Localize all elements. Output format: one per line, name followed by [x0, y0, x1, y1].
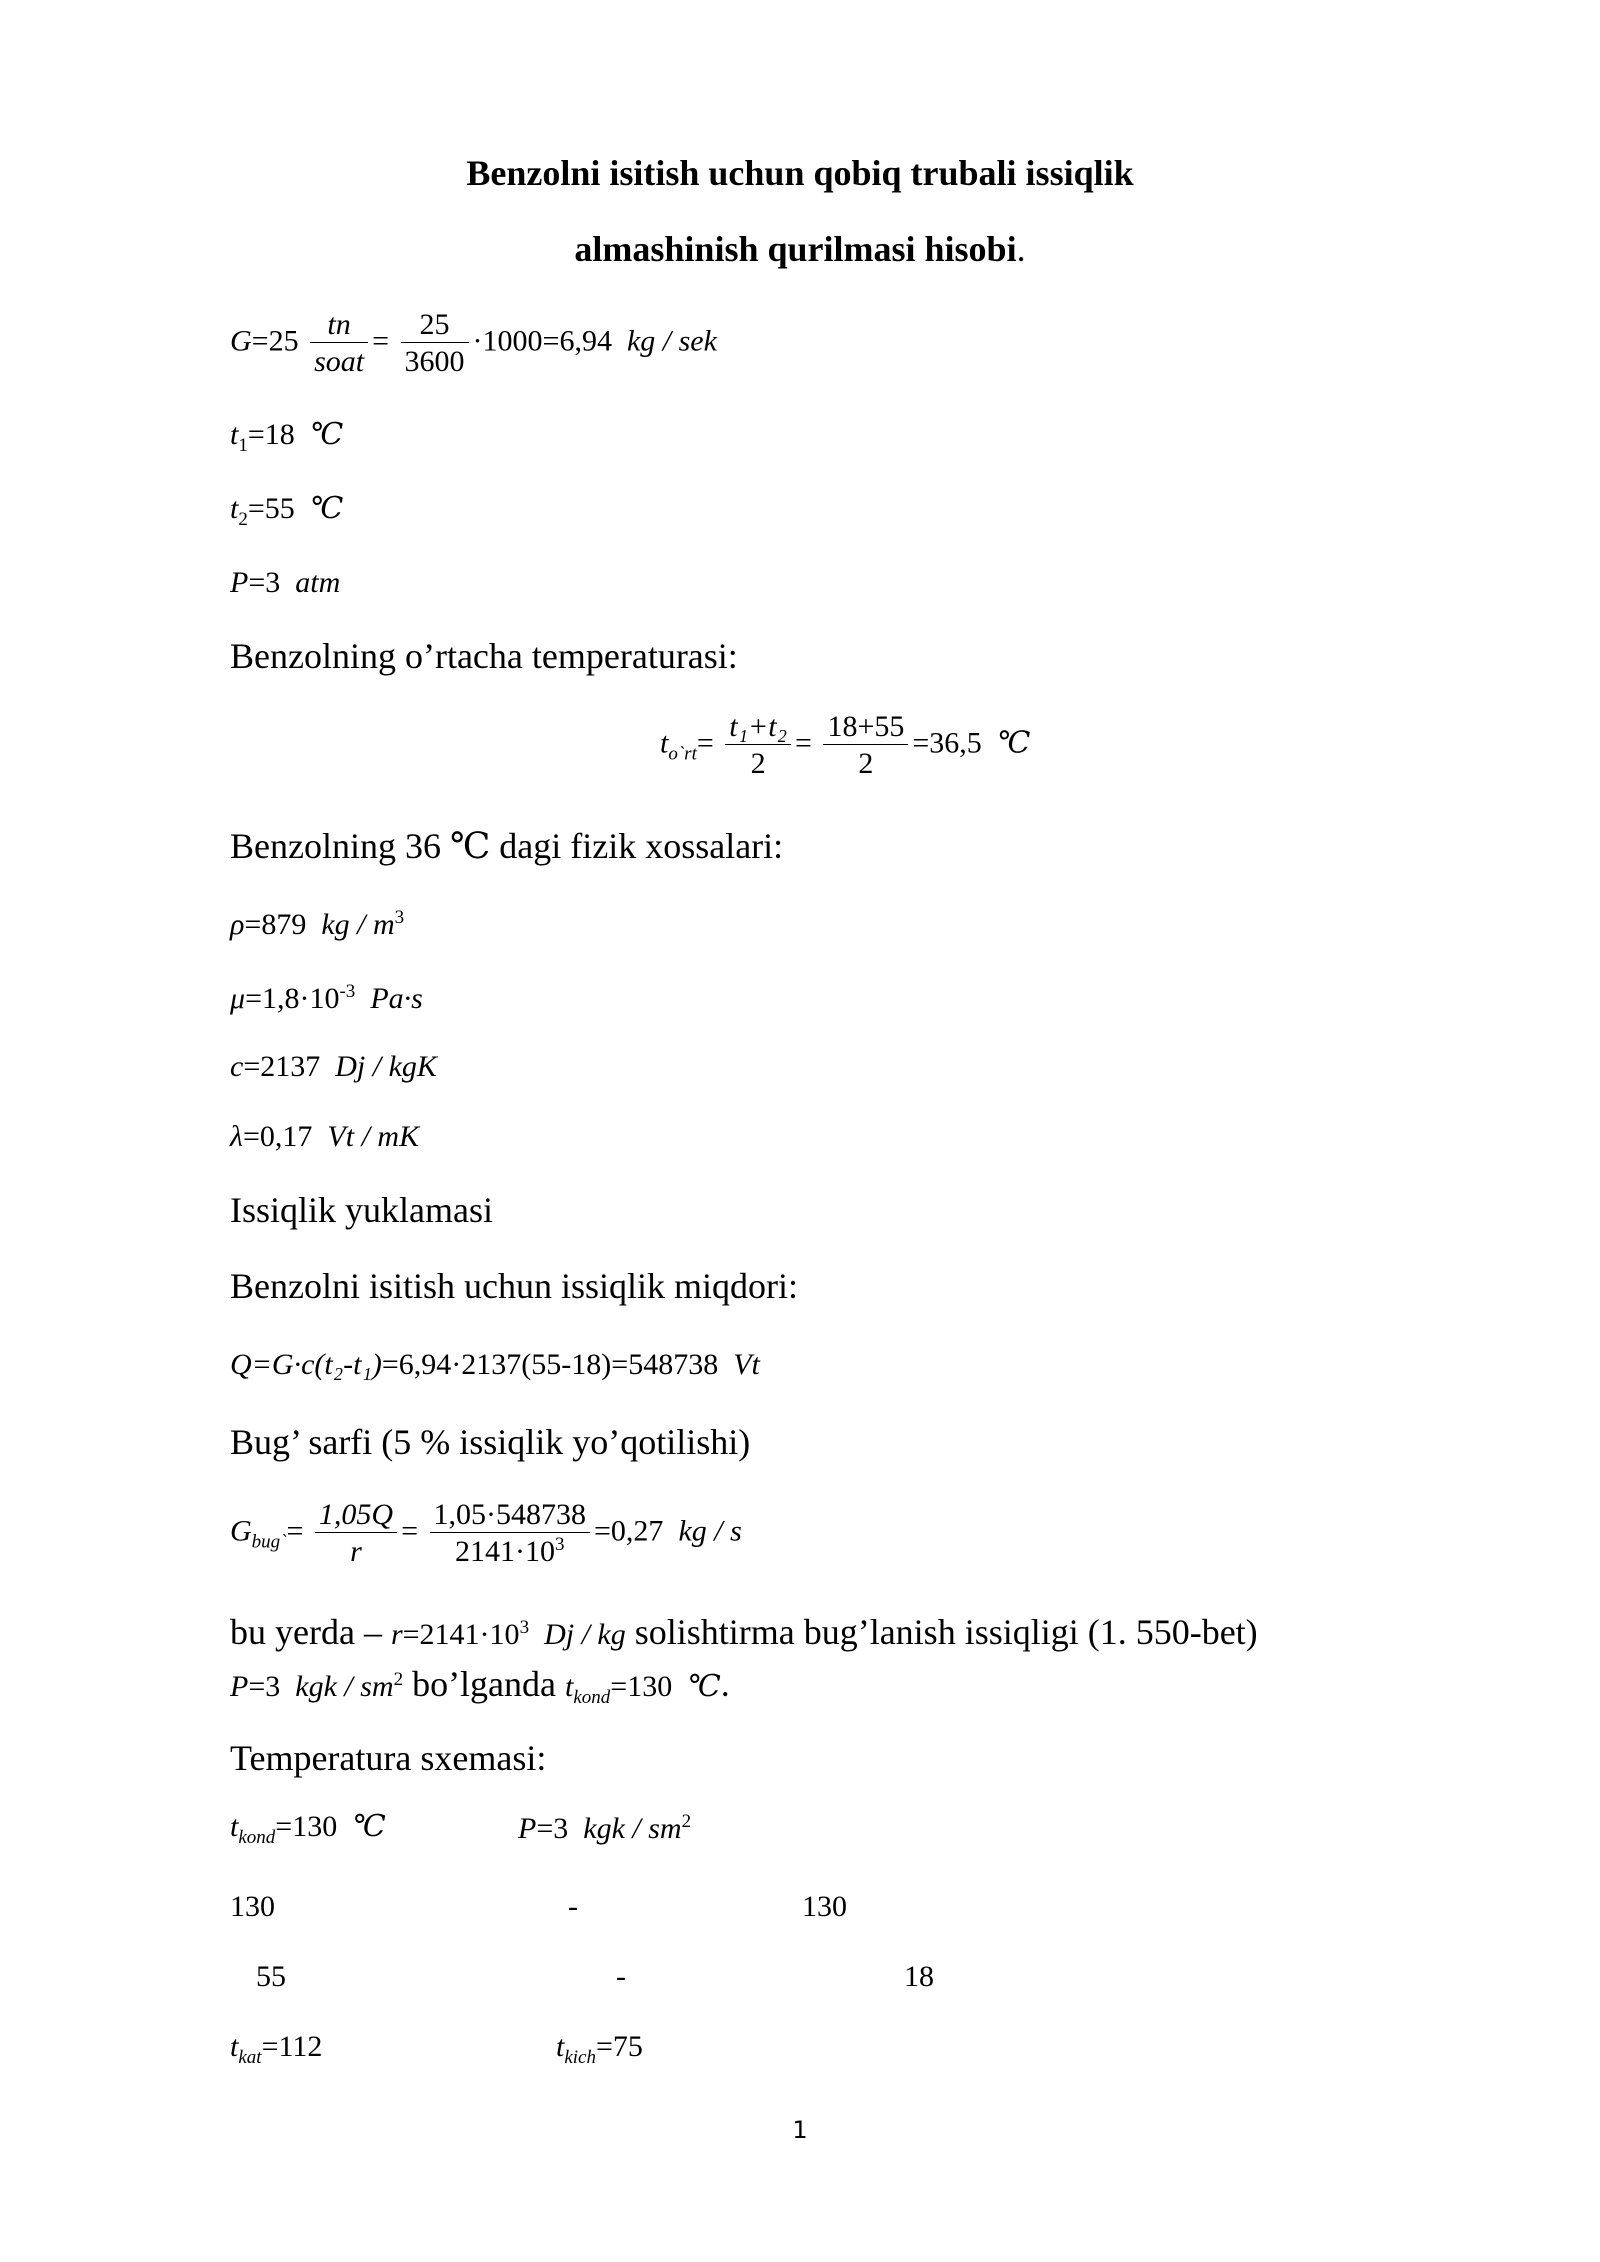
tkond-value: =130: [275, 1810, 338, 1843]
denominator-base: 2141·10: [455, 1535, 556, 1568]
tavg-result: =36,5: [912, 726, 982, 760]
scheme-row1-dash: -: [568, 1890, 578, 1923]
t2-line: [230, 492, 344, 530]
mu-unit: Pa·s: [370, 982, 423, 1015]
p-superscript: 2: [681, 1811, 692, 1832]
latent-heat-note: [230, 1614, 1258, 1650]
note-middle: bo’lganda: [412, 1664, 557, 1704]
title-line-2: [0, 228, 1600, 270]
r-unit: Dj / kg: [544, 1618, 626, 1651]
average-temperature-equation: [660, 712, 1030, 779]
r-value: =2141·10: [402, 1618, 520, 1651]
p-symbol: P: [518, 1812, 537, 1845]
t1-subscript: 1: [238, 435, 248, 456]
fraction-denominator: 3600: [404, 345, 465, 378]
scheme-tkat: [230, 2030, 323, 2068]
p-symbol: P: [230, 1670, 249, 1703]
fraction-denominator: r: [350, 1535, 362, 1568]
fraction-denominator: 2: [750, 747, 766, 780]
tavg-unit: ℃: [996, 726, 1031, 760]
equals: =: [696, 726, 714, 760]
g-unit: kg / sek: [626, 324, 717, 358]
note-end: .: [720, 1664, 730, 1704]
scheme-tkich: [556, 2030, 643, 2068]
mu-value: =1,8·10: [245, 982, 340, 1015]
r-symbol: r: [390, 1618, 403, 1651]
lambda-value: =0,17: [243, 1120, 313, 1153]
mass-flow-equation: [230, 310, 717, 377]
t1-unit: ℃: [309, 418, 344, 451]
gbug-unit: kg / s: [678, 1514, 742, 1548]
lambda-symbol: λ: [230, 1120, 243, 1153]
fraction-25-3600: [401, 310, 469, 377]
steam-consumption-heading: Bug’ sarfi (5 % issiqlik yo’qotilishi): [230, 1422, 751, 1462]
title-period: .: [1016, 229, 1026, 269]
fraction-t1-t2: [725, 712, 791, 779]
denominator-superscript: 3: [555, 1534, 565, 1555]
viscosity-line: [230, 981, 423, 1015]
p-superscript: 2: [393, 1669, 404, 1690]
p-unit: atm: [295, 566, 341, 599]
p-value: =3: [248, 566, 281, 599]
tkich-subscript: kich: [564, 2047, 596, 2068]
t2-value: =55: [247, 492, 295, 525]
equals: =: [372, 324, 390, 358]
equals: =: [286, 1514, 304, 1548]
tkat-subscript: kat: [238, 2047, 262, 2068]
steam-flow-equation: [230, 1500, 742, 1567]
mu-symbol: μ: [230, 982, 246, 1015]
mu-superscript: -3: [339, 981, 356, 1002]
fraction-numerator: 1,05Q: [315, 1500, 397, 1533]
density-line: [230, 907, 405, 941]
c-unit: Dj / kgK: [335, 1050, 437, 1083]
tavg-symbol: t: [660, 726, 669, 760]
r-expression: [391, 1618, 626, 1651]
pressure-line: [230, 568, 340, 598]
p-unit: kgk / sm: [583, 1812, 682, 1845]
tkich-symbol: t: [556, 2030, 565, 2063]
heat-load-heading: Issiqlik yuklamasi: [230, 1190, 493, 1230]
p-unit: kgk / sm: [295, 1670, 394, 1703]
q-parenthesis: (t₂-t₁): [314, 1348, 382, 1381]
fraction-105-548738: [430, 1500, 591, 1567]
tkond-unit: ℃: [687, 1670, 721, 1703]
equals: =: [401, 1514, 419, 1548]
scheme-row2-dash: -: [616, 1960, 626, 1993]
average-temperature-heading: Benzolning o’rtacha temperaturasi:: [230, 636, 738, 676]
rho-superscript: 3: [394, 907, 405, 928]
q-result: =6,94·2137(55-18)=548738: [381, 1348, 719, 1381]
tkond-value: =130: [610, 1670, 673, 1703]
fraction-numerator: 1,05·548738: [430, 1500, 591, 1533]
r-superscript: 3: [519, 1617, 530, 1638]
q-lhs: Q=G·c: [230, 1348, 315, 1381]
fraction-18-55: [823, 712, 908, 779]
tkond-subscript: kond: [238, 1827, 276, 1848]
scheme-pressure: [518, 1811, 692, 1845]
g-value: =25: [251, 324, 299, 358]
tavg-subscript: o`rt: [668, 743, 697, 765]
physical-properties-heading: Benzolning 36 ℃ dagi fizik xossalari:: [230, 826, 784, 866]
q-unit: Vt: [733, 1348, 760, 1381]
rho-symbol: ρ: [230, 908, 245, 941]
t1-value: =18: [247, 418, 295, 451]
note-prefix: bu yerda –: [230, 1612, 382, 1652]
fraction-denominator: 2: [858, 747, 874, 780]
tkond-unit: ℃: [352, 1810, 386, 1843]
title-line-2-text: almashinish qurilmasi hisobi: [574, 229, 1017, 269]
gbug-subscript: bug`: [251, 1531, 287, 1553]
note-suffix: solishtirma bug’lanish issiqligi (1. 550-bet): [634, 1612, 1258, 1652]
t2-unit: ℃: [309, 492, 344, 525]
t1-symbol: t: [230, 418, 239, 451]
scheme-row1-left: 130: [230, 1890, 275, 1923]
scheme-row1-right: 130: [802, 1890, 847, 1923]
c-symbol: c: [230, 1050, 244, 1083]
fraction-denominator: [430, 1533, 591, 1567]
tkond-expression: [565, 1670, 721, 1708]
scheme-row2-left: 55: [256, 1960, 286, 1993]
page-number: 1: [792, 2116, 808, 2144]
tkond-symbol: t: [565, 1670, 574, 1703]
fraction-numerator: 18+55: [823, 712, 908, 745]
temperature-scheme-heading: Temperatura sxemasi:: [230, 1738, 547, 1778]
scheme-row2-right: 18: [904, 1960, 934, 1993]
p-symbol: P: [230, 566, 249, 599]
p-expression: [230, 1670, 403, 1703]
lambda-unit: Vt / mK: [327, 1120, 420, 1153]
p-value: =3: [248, 1670, 281, 1703]
fraction-numerator: tn: [310, 310, 368, 343]
title-line-1: Benzolni isitish uchun qobiq trubali issiqlik: [466, 153, 1134, 193]
scheme-tkond: [230, 1810, 386, 1848]
g-symbol: G: [230, 324, 252, 358]
t1-line: [230, 418, 344, 456]
t2-subscript: 2: [238, 509, 248, 530]
fraction-tn-soat: [310, 310, 368, 377]
gbug-symbol: G: [230, 1514, 252, 1548]
g-result: ·1000=6,94: [472, 324, 612, 358]
rho-unit: kg / m: [321, 908, 395, 941]
tkond-symbol: t: [230, 1810, 239, 1843]
tkat-symbol: t: [230, 2030, 239, 2063]
tkat-value: =112: [261, 2030, 323, 2063]
condensation-temperature-note: [230, 1664, 730, 1708]
heat-equation: [230, 1350, 760, 1380]
fraction-105q-r: [315, 1500, 397, 1567]
c-value: =2137: [243, 1050, 321, 1083]
rho-value: =879: [244, 908, 307, 941]
heat-amount-heading: Benzolni isitish uchun issiqlik miqdori:: [230, 1266, 799, 1306]
gbug-result: =0,27: [594, 1514, 664, 1548]
equals: =: [795, 726, 812, 760]
fraction-numerator: t₁+t₂: [725, 712, 791, 745]
fraction-numerator: 25: [401, 310, 469, 343]
tkich-value: =75: [596, 2030, 643, 2063]
tkond-subscript: kond: [573, 1687, 611, 1708]
specific-heat-line: [230, 1052, 437, 1082]
fraction-denominator: soat: [314, 345, 365, 378]
conductivity-line: [230, 1122, 419, 1152]
p-value: =3: [536, 1812, 569, 1845]
t2-symbol: t: [230, 492, 239, 525]
